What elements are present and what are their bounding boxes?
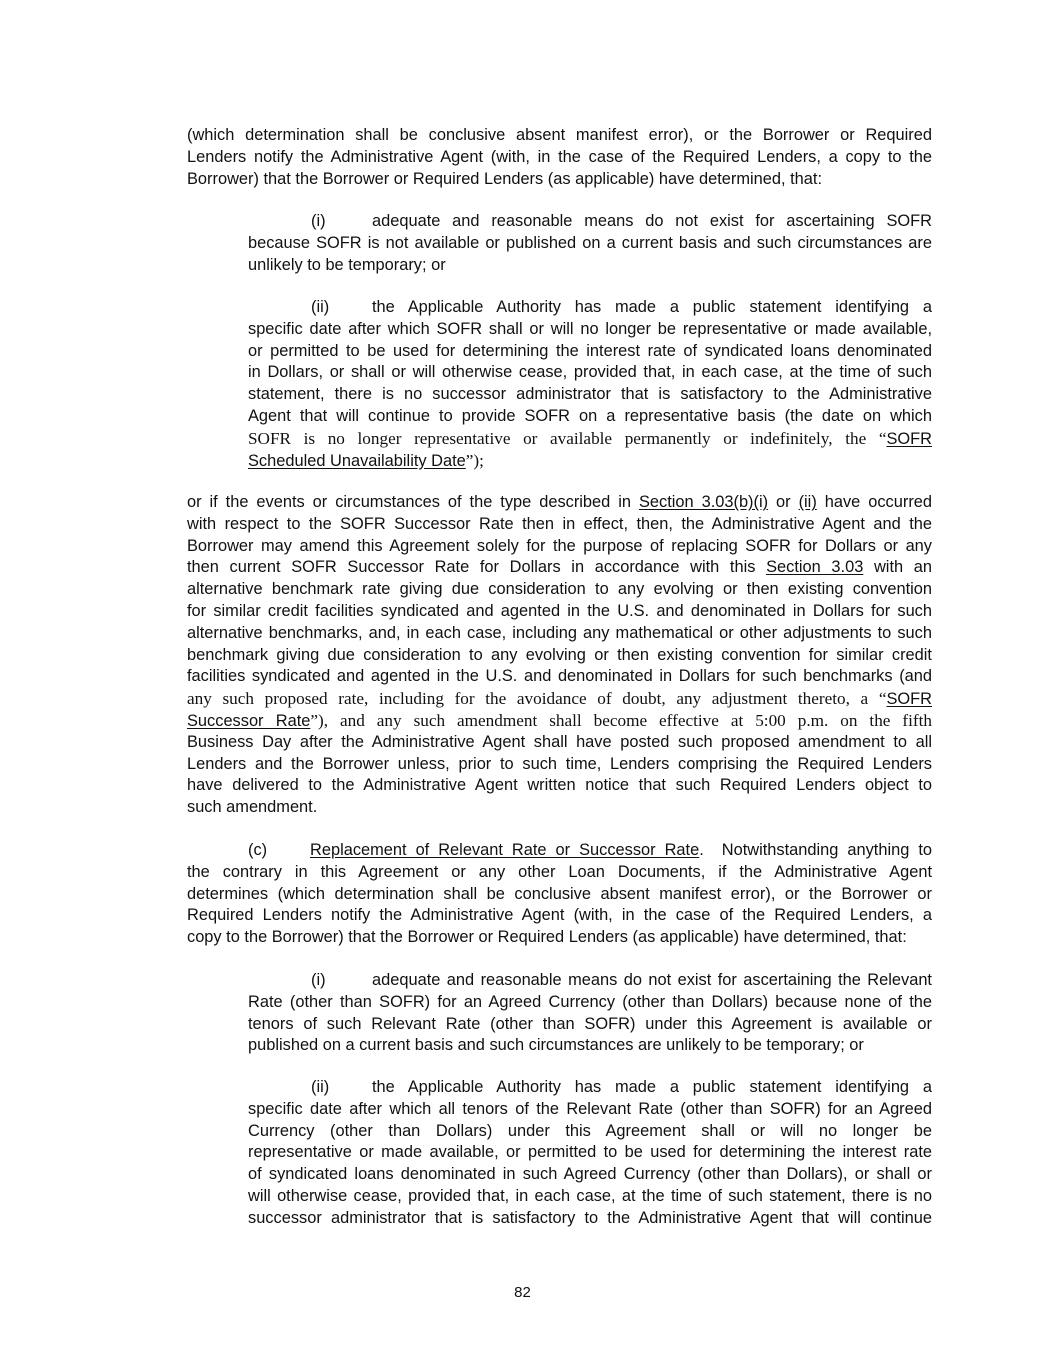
text-line: Lenders notify the Administrative Agent (with, in the case of the Required Lenders, a copy to the [187,147,932,166]
text-line: the contrary in this Agreement or any other Loan Documents, if the Administrative Agent [187,862,932,881]
clause-b-ii [248,297,932,471]
clause-text: adequate and reasonable means do not exist for ascertaining SOFR [372,212,932,230]
text-line: (which determination shall be conclusive absent manifest error), or the Borrower or Required [187,126,932,144]
text-line: benchmark giving due consideration to any evolving or then existing convention for similar credit [187,645,932,664]
clause-c-i [248,970,932,1057]
page-number: 82 [514,1284,531,1301]
text-line: unlikely to be temporary; or [248,255,446,274]
text-segment: have occurred [816,493,933,511]
text-line [187,688,932,710]
text-line [187,710,932,732]
text-line: alternative benchmark rate giving due consideration to any evolving or then existing convention [187,580,932,599]
text-line: such amendment. [187,798,318,817]
text-line [248,428,932,450]
text-line: for similar credit facilities syndicated and agented in the U.S. and denominated in Dollars for such [187,601,932,620]
text-segment: ”); [465,450,484,470]
text-line: of syndicated loans denominated in such Agreed Currency (other than Dollars), or shall or [248,1165,932,1184]
text-line: Agent that will continue to provide SOFR on a representative basis (the date on which [248,406,932,425]
text-segment: then current SOFR Successor Rate for Dollars in accordance with this [187,558,767,577]
text-line: will otherwise cease, provided that, in each case, at the time of such statement, there is no [248,1186,932,1205]
clause-label: (i) [311,212,326,230]
text-line: copy to the Borrower) that the Borrower or Required Lenders (as applicable) have determined, that: [187,928,907,947]
text-line [187,492,932,514]
clause-label: (ii) [311,1078,330,1096]
text-segment: or [768,493,799,511]
text-line: because SOFR is not available or published on a current basis and such circumstances are [248,233,932,252]
text-line: determines (which determination shall be conclusive absent manifest error), or the Borrower or [187,884,932,903]
section-heading-line [187,840,932,862]
continuation-paragraph [187,492,932,819]
clause-text: adequate and reasonable means do not exist for ascertaining the Relevant [372,971,932,989]
defined-term: SOFR [886,690,932,709]
text-segment: any such proposed rate, including for the avoidance of doubt, any adjustment thereto, a “ [187,689,887,709]
text-line: facilities syndicated and agented in the U.S. and denominated in Dollars for such benchmarks (and [187,667,932,686]
clause-first-line [248,211,932,233]
text-line: statement, there is no successor administrator that is satisfactory to the Administrative [248,385,932,404]
text-line: alternative benchmarks, and, in each case, including any mathematical or other adjustments to such [187,623,932,642]
section-reference: Section 3.03 [766,558,864,577]
text-segment: or if the events or circumstances of the type described in [187,493,639,511]
clause-first-line [248,970,932,992]
text-segment: with an [863,558,933,577]
text-line: Lenders and the Borrower unless, prior to such time, Lenders comprising the Required Lenders [187,754,932,773]
text-line: in Dollars, or shall or will otherwise cease, provided that, in each case, at the time of such [248,363,932,382]
text-line: Required Lenders notify the Administrative Agent (with, in the case of the Required Lenders, a [187,906,932,925]
text-line: specific date after which all tenors of the Relevant Rate (other than SOFR) for an Agreed [248,1099,932,1118]
text-line: representative or made available, or permitted to be used for determining the interest rate [248,1143,932,1162]
clause-c-ii [248,1077,932,1230]
clause-b-i [248,211,932,276]
text-line: or permitted to be used for determining the interest rate of syndicated loans denominated [248,341,932,360]
text-line: Borrower) that the Borrower or Required Lenders (as applicable) have determined, that: [187,169,823,188]
text-line: Rate (other than SOFR) for an Agreed Currency (other than Dollars) because none of the [248,992,932,1011]
defined-term: Successor Rate [187,711,311,730]
section-heading: Replacement of Relevant Rate or Successor Rate [310,841,700,859]
text-line: published on a current basis and such circumstances are unlikely to be temporary; or [248,1036,864,1055]
text-line [248,450,932,472]
section-reference: (ii) [798,493,817,511]
text-line: Business Day after the Administrative Agent shall have posted such proposed amendment to all [187,732,932,751]
text-line: successor administrator that is satisfactory to the Administrative Agent that will continue [248,1208,932,1227]
text-line: with respect to the SOFR Successor Rate then in effect, then, the Administrative Agent and the [187,514,932,533]
text-line: Currency (other than Dollars) under this Agreement shall or will no longer be [248,1121,932,1140]
text-line: tenors of such Relevant Rate (other than SOFR) under this Agreement is available or [248,1014,932,1033]
text-segment: . Notwithstanding anything to [699,841,932,859]
clause-label: (ii) [311,298,330,316]
clause-label: (i) [311,971,326,989]
text-line: specific date after which SOFR shall or will no longer be representative or made available, [248,319,932,338]
section-label: (c) [248,841,268,859]
clause-first-line [248,297,932,319]
section-reference: Section 3.03(b)(i) [638,493,769,511]
intro-paragraph [187,125,932,190]
section-c [187,840,932,949]
text-segment: SOFR is no longer representative or available permanently or indefinitely, the “ [248,428,887,448]
clause-text: the Applicable Authority has made a public statement identifying a [372,298,932,316]
defined-term: Scheduled Unavailability Date [248,451,466,470]
text-line [187,557,932,579]
clause-text: the Applicable Authority has made a public statement identifying a [372,1078,932,1096]
text-segment: ”), and any such amendment shall become effective at 5:00 p.m. on the fifth [310,710,932,730]
text-line: have delivered to the Administrative Agent written notice that such Required Lenders object to [187,776,932,795]
clause-first-line [248,1077,932,1099]
defined-term: SOFR [886,429,932,448]
text-line: Borrower may amend this Agreement solely for the purpose of replacing SOFR for Dollars or any [187,536,932,555]
